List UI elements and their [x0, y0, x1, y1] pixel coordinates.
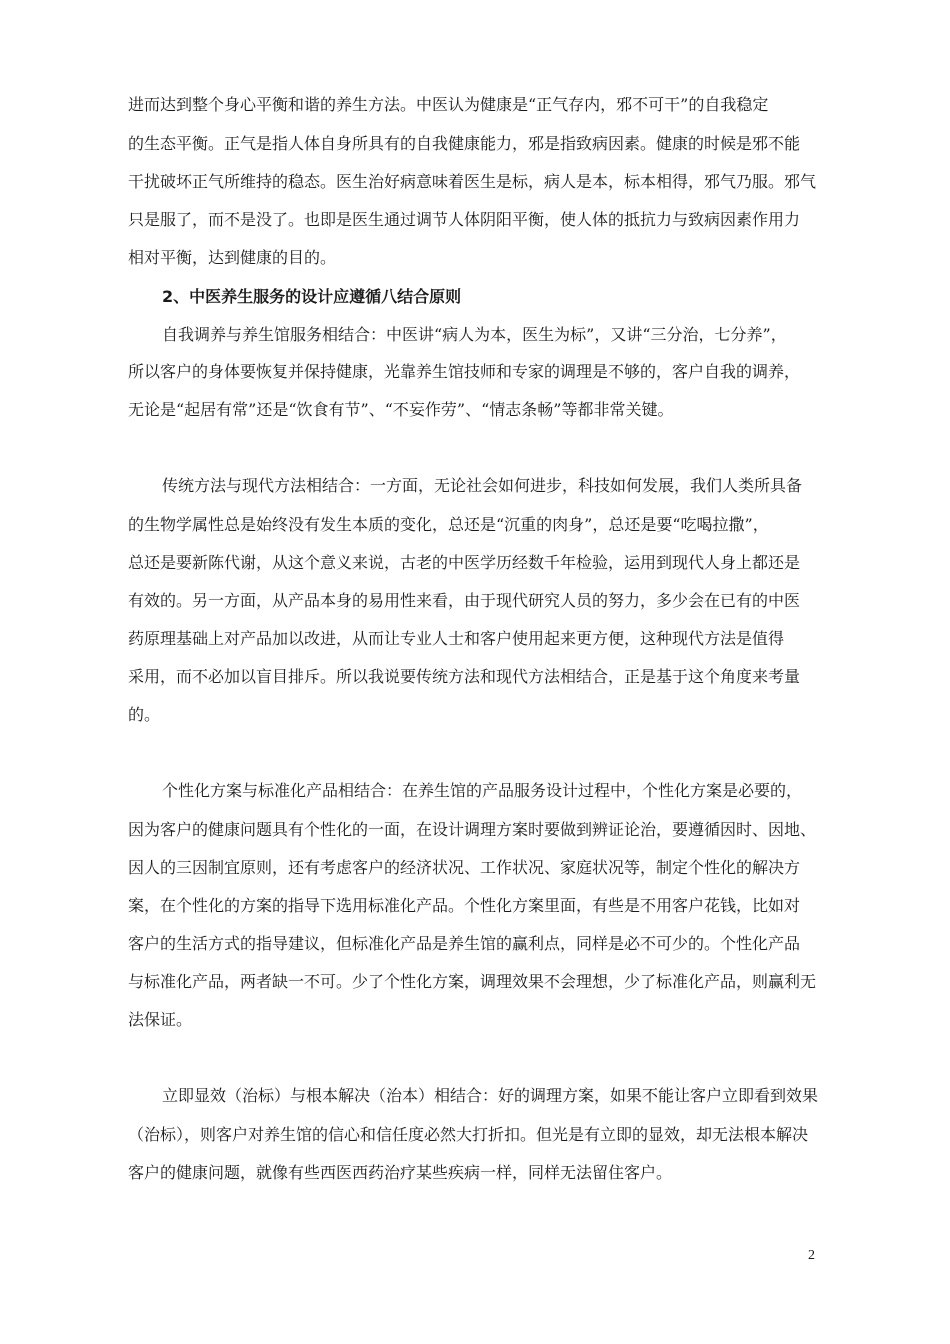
paragraph-1-line-4: 只是服了，而不是没了。也即是医生通过调节人体阴阳平衡，使人体的抵抗力与致病因素作用力	[128, 210, 801, 229]
paragraph-5-line-3: 客户的健康问题，就像有些西医西药治疗某些疾病一样，同样无法留住客户。	[128, 1163, 673, 1182]
paragraph-3-line-2: 的生物学属性总是始终没有发生本质的变化，总还是“沉重的肉身”，总还是要“吃喝拉撒”，	[128, 515, 769, 534]
section-heading: 2、中医养生服务的设计应遵循八结合原则	[162, 287, 462, 306]
paragraph-1-line-3: 干扰破坏正气所维持的稳态。医生治好病意味着医生是标，病人是本，标本相得，邪气乃服。邪气	[128, 172, 817, 191]
paragraph-4-line-3: 因人的三因制宜原则，还有考虑客户的经济状况、工作状况、家庭状况等，制定个性化的解决方	[128, 858, 801, 877]
paragraph-2-line-1: 自我调养与养生馆服务相结合：中医讲“病人为本，医生为标”，又讲“三分治，七分养”，	[162, 325, 787, 344]
paragraph-1-line-1: 进而达到整个身心平衡和谐的养生方法。中医认为健康是“正气存内，邪不可干”的自我稳定	[128, 95, 769, 114]
paragraph-5-line-2: （治标），则客户对养生馆的信心和信任度必然大打折扣。但光是有立即的显效，却无法根本解决	[128, 1125, 809, 1144]
paragraph-2-line-3: 无论是“起居有常”还是“饮食有节”、“不妄作劳”、“情志条畅”等都非常关键。	[128, 400, 674, 419]
paragraph-4-line-7: 法保证。	[128, 1010, 193, 1029]
paragraph-5-line-1: 立即显效（治标）与根本解决（治本）相结合：好的调理方案，如果不能让客户立即看到效果	[162, 1086, 819, 1105]
paragraph-3-line-4: 有效的。另一方面，从产品本身的易用性来看，由于现代研究人员的努力，多少会在已有的中医	[128, 591, 801, 610]
paragraph-3-line-1: 传统方法与现代方法相结合：一方面，无论社会如何进步，科技如何发展，我们人类所具备	[162, 476, 803, 495]
paragraph-4-line-1: 个性化方案与标准化产品相结合：在养生馆的产品服务设计过程中，个性化方案是必要的，	[162, 781, 803, 800]
paragraph-3-line-5: 药原理基础上对产品加以改进，从而让专业人士和客户使用起来更方便，这种现代方法是值得	[128, 629, 785, 648]
paragraph-4-line-5: 客户的生活方式的指导建议，但标准化产品是养生馆的赢利点，同样是必不可少的。个性化产品	[128, 934, 801, 953]
paragraph-1-line-5: 相对平衡，达到健康的目的。	[128, 248, 337, 267]
paragraph-4-line-6: 与标准化产品，两者缺一不可。少了个性化方案，调理效果不会理想，少了标准化产品，则赢利无	[128, 972, 817, 991]
page-number: 2	[808, 1248, 815, 1263]
paragraph-4-line-4: 案，在个性化的方案的指导下选用标准化产品。个性化方案里面，有些是不用客户花钱，比如对	[128, 896, 801, 915]
paragraph-3-line-6: 采用，而不必加以盲目排斥。所以我说要传统方法和现代方法相结合，正是基于这个角度来考量	[128, 667, 801, 686]
paragraph-3-line-7: 的。	[128, 705, 161, 724]
paragraph-4-line-2: 因为客户的健康问题具有个性化的一面，在设计调理方案时要做到辨证论治，要遵循因时、因地、	[128, 820, 817, 839]
paragraph-3-line-3: 总还是要新陈代谢，从这个意义来说，古老的中医学历经数千年检验，运用到现代人身上都还是	[128, 553, 801, 572]
paragraph-2-line-2: 所以客户的身体要恢复并保持健康，光靠养生馆技师和专家的调理是不够的，客户自我的调养，	[128, 362, 801, 381]
paragraph-1-line-2: 的生态平衡。正气是指人体自身所具有的自我健康能力，邪是指致病因素。健康的时候是邪不能	[128, 134, 801, 153]
